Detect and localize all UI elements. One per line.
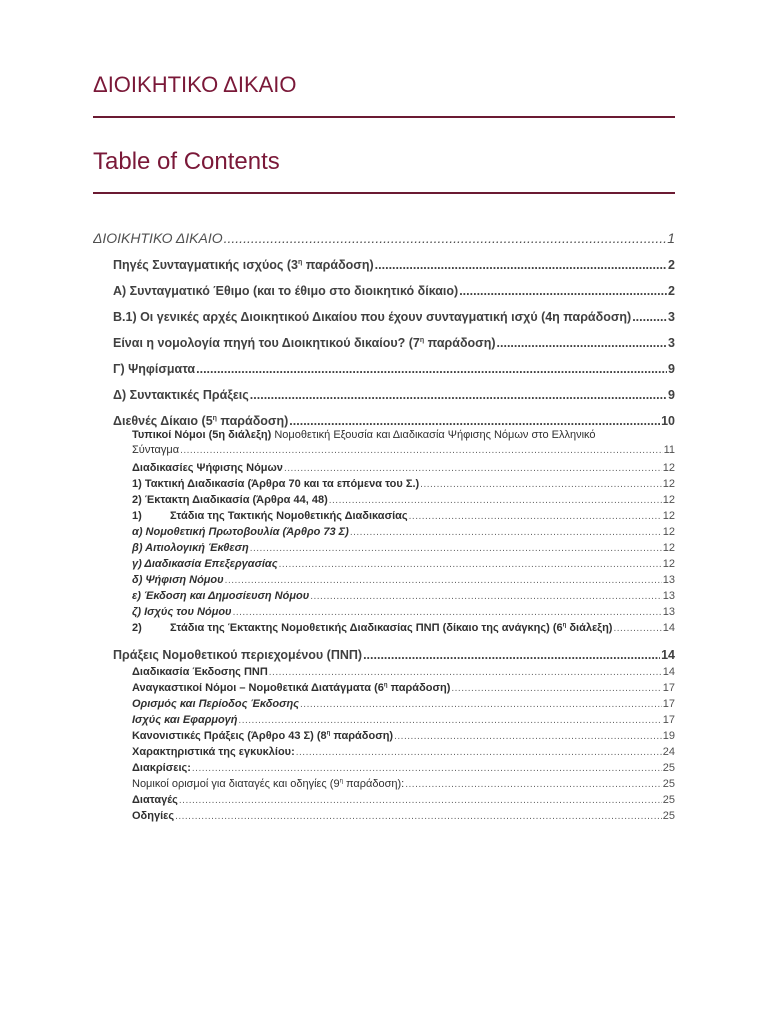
- toc-subentry[interactable]: Διαδικασίες Ψήφισης Νόμων ..... 12: [93, 458, 675, 474]
- toc-entry[interactable]: Πράξεις Νομοθετικού περιεχομένου (ΠΝΠ) ..... 14: [93, 644, 675, 662]
- toc-entry[interactable]: Δ) Συντακτικές Πράξεις ..... 9: [93, 384, 675, 402]
- toc-subentry[interactable]: ε) Έκδοση και Δημοσίευση Νόμου ..... 13: [93, 586, 675, 602]
- toc-subentry[interactable]: γ) Διαδικασία Επεξεργασίας ..... 12: [93, 554, 675, 570]
- toc-subentry[interactable]: Ισχύς και Εφαρμογή ..... 17: [93, 710, 675, 726]
- toc-subentry[interactable]: Διαδικασία Έκδοσης ΠΝΠ ..... 14: [93, 662, 675, 678]
- toc-heading: Table of Contents: [93, 148, 280, 175]
- toc-subentry[interactable]: 1) Τακτική Διαδικασία (Άρθρα 70 και τα επόμενα του Σ.) ..... 12: [93, 474, 675, 490]
- table-of-contents: [93, 226, 675, 822]
- toc-subentry[interactable]: Διαταγές ..... 25: [93, 790, 675, 806]
- toc-subentry-wrapped[interactable]: Τυπικοί Νόμοι (5η διάλεξη) Νομοθετική Εξουσία και Διαδικασία Ψήφισης Νόμων στο Ελληνικό Σύνταγμα ..... 11: [93, 428, 675, 458]
- toc-entry-main[interactable]: ΔΙΟΙΚΗΤΙΚΟ ΔΙΚΑΙΟ ..... 1: [93, 226, 675, 246]
- toc-subentry[interactable]: Κανονιστικές Πράξεις (Άρθρο 43 Σ) ($8^\eta$ παράδοση) ..... 19: [93, 726, 675, 742]
- toc-entry[interactable]: Διεθνές Δίκαιο ($5^\eta$ παράδοση) ..... 10: [93, 410, 675, 428]
- toc-subentry[interactable]: α) Νομοθετική Πρωτοβουλία (Άρθρο 73 Σ) ..... 12: [93, 522, 675, 538]
- toc-subentry[interactable]: 2) Έκτακτη Διαδικασία (Άρθρα 44, 48) ..... 12: [93, 490, 675, 506]
- toc-subentry[interactable]: Χαρακτηριστικά της εγκυκλίου: ..... 24: [93, 742, 675, 758]
- toc-subentry[interactable]: Οδηγίες ..... 25: [93, 806, 675, 822]
- toc-entry[interactable]: Πηγές Συνταγματικής ισχύος ($3^\eta$ παράδοση) ..... 2: [93, 254, 675, 272]
- toc-subentry[interactable]: ζ) Ισχύς του Νόμου ..... 13: [93, 602, 675, 618]
- title-divider: [93, 116, 675, 118]
- toc-entry[interactable]: Β.1) Οι γενικές αρχές Διοικητικού Δικαίου που έχουν συνταγματική ισχύ (4η παράδοση) ..... 3: [93, 306, 675, 324]
- toc-subentry[interactable]: 2) Στάδια της Έκτακτης Νομοθετικής Διαδικασίας ΠΝΠ (δίκαιο της ανάγκης) ($6^\eta$ διάλεξη) ..... 14: [93, 618, 675, 634]
- toc-subentry[interactable]: Νομικοί ορισμοί για διαταγές και οδηγίες ($9^\eta$ παράδοση): ..... 25: [93, 774, 675, 790]
- toc-entry[interactable]: Γ) Ψηφίσματα ..... 9: [93, 358, 675, 376]
- toc-subentry[interactable]: β) Αιτιολογική Έκθεση ..... 12: [93, 538, 675, 554]
- toc-divider: [93, 192, 675, 194]
- toc-subentry[interactable]: Αναγκαστικοί Νόμοι – Νομοθετικά Διατάγματα ($6^\eta$ παράδοση) ..... 17: [93, 678, 675, 694]
- toc-entry[interactable]: Α) Συνταγματικό Έθιμο (και το έθιμο στο διοικητικό δίκαιο) ..... 2: [93, 280, 675, 298]
- toc-subentry[interactable]: δ) Ψήφιση Νόμου ..... 13: [93, 570, 675, 586]
- toc-subentry[interactable]: Ορισμός και Περίοδος Έκδοσης ..... 17: [93, 694, 675, 710]
- toc-subentry[interactable]: 1) Στάδια της Τακτικής Νομοθετικής Διαδικασίας ..... 12: [93, 506, 675, 522]
- toc-subentry[interactable]: Διακρίσεις: ..... 25: [93, 758, 675, 774]
- toc-entry[interactable]: Είναι η νομολογία πηγή του Διοικητικού δικαίου? ($7^\eta$ παράδοση) ..... 3: [93, 332, 675, 350]
- document-title: ΔΙΟΙΚΗΤΙΚΟ ΔΙΚΑΙΟ: [93, 72, 297, 97]
